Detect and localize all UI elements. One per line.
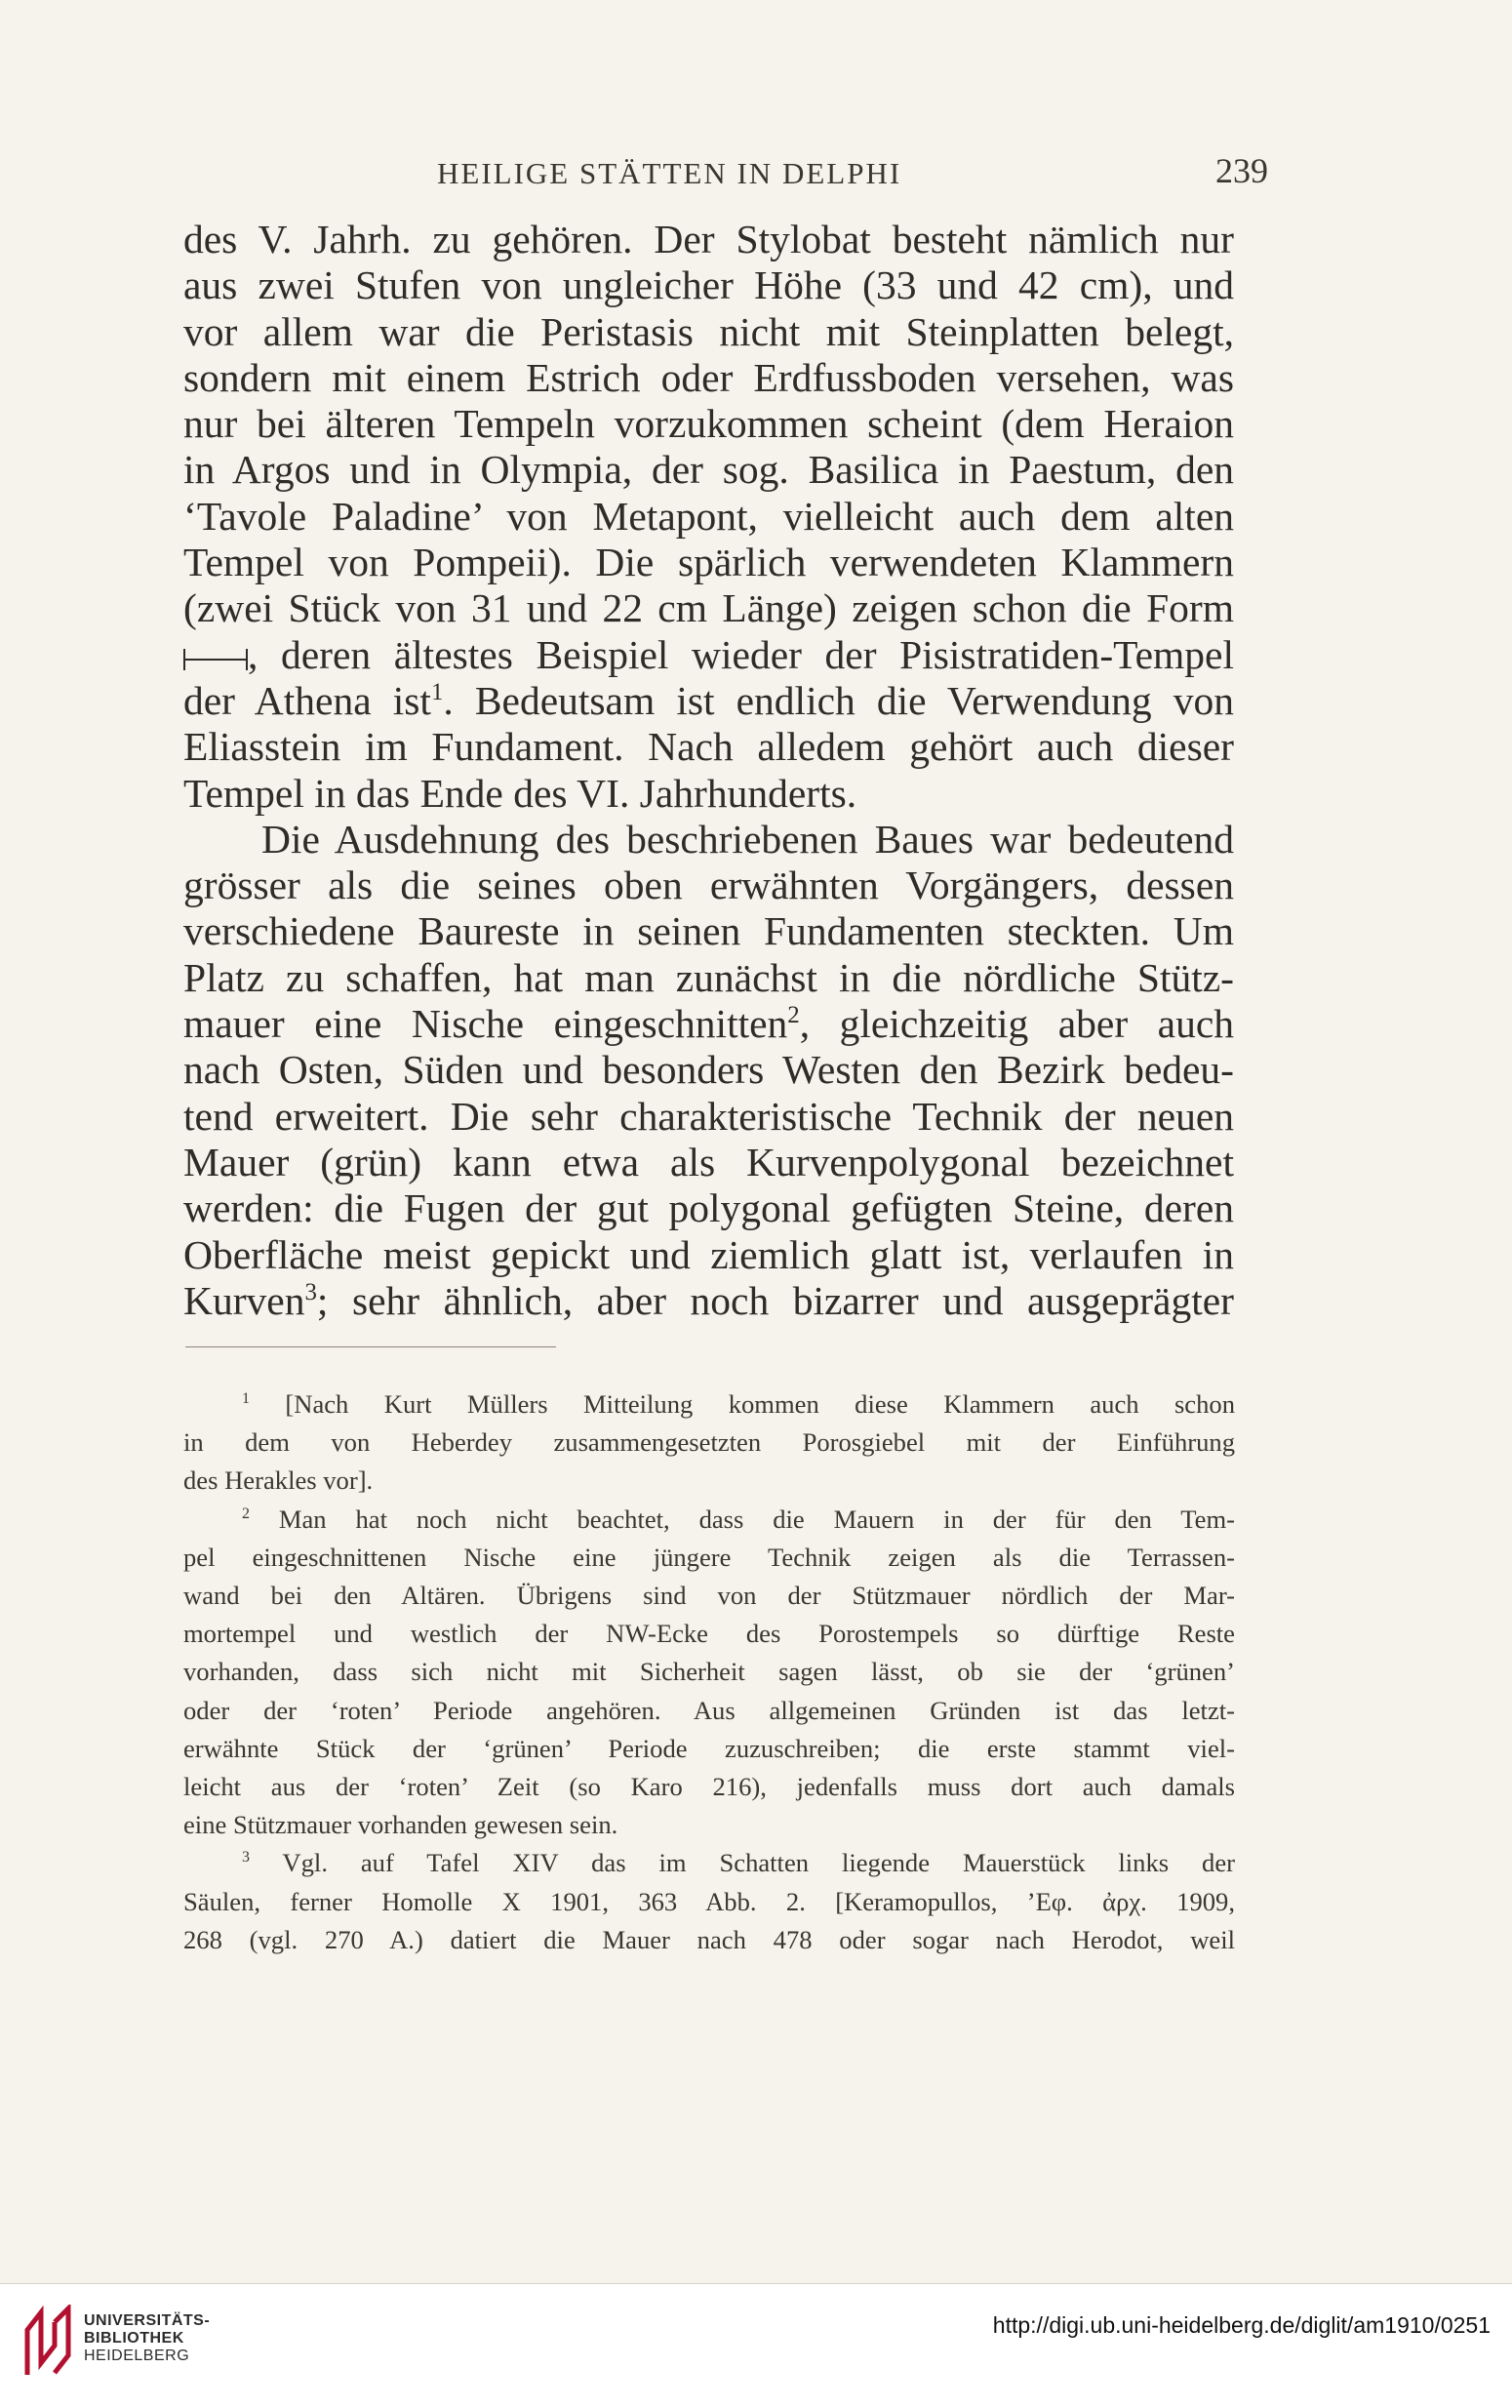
body-line-text: , deren ältestes Beispiel wieder der Pisistratiden-Tempel (248, 631, 1234, 677)
body-line: Eliasstein im Fundament. Nach alledem gehört auch dieser (183, 724, 1234, 770)
library-logo-text (84, 2312, 210, 2365)
body-line: in Argos und in Olympia, der sog. Basilica in Paestum, den (183, 447, 1234, 493)
body-line: verschiedene Baureste in seinen Fundamenten steckten. Um (183, 908, 1234, 954)
body-line-text: , gleichzeitig aber auch (799, 1001, 1234, 1047)
body-line: vor allem war die Peristasis nicht mit Steinplatten belegt, (183, 308, 1234, 354)
footnote-line: eine Stützmauer vorhanden gewesen sein. (183, 1810, 618, 1840)
body-line: Platz zu schaffen, hat man zunächst in die nördliche Stütz- (183, 954, 1234, 1000)
footnote-line: wand bei den Altären. Übrigens sind von der Stützmauer nördlich der Mar- (183, 1581, 1235, 1611)
body-line: Oberfläche meist gepickt und ziemlich glatt ist, verlaufen in (183, 1231, 1234, 1277)
body-line (183, 678, 1234, 724)
body-line: Mauer (grün) kann etwa als Kurvenpolygonal bezeichnet (183, 1139, 1234, 1184)
logo-line: BIBLIOTHEK (84, 2330, 184, 2347)
footnote-mark: 1 (242, 1390, 250, 1408)
footnote-mark: 2 (242, 1505, 250, 1522)
footnote-text: [Nach Kurt Müllers Mitteilung kommen diese Klammern auch schon (285, 1389, 1235, 1419)
body-text (183, 217, 1234, 1324)
footnote-line: in dem von Heberdey zusammengesetzten Porosgiebel mit der Einführung (183, 1427, 1235, 1458)
body-line: aus zwei Stufen von ungleicher Höhe (33 und 42 cm), und (183, 262, 1234, 308)
footnote-ref[interactable]: 1 (430, 679, 444, 706)
library-logo-icon (20, 2305, 78, 2383)
body-line: grösser als die seines oben erwähnten Vorgängers, dessen (183, 863, 1234, 908)
body-line: ‘Tavole Paladine’ von Metapont, vielleicht auch dem alten (183, 493, 1234, 539)
body-line-text: ; sehr ähnlich, aber noch bizarrer und ausgeprägter (316, 1277, 1234, 1323)
body-line: nach Osten, Süden und besonders Westen den Bezirk bedeu- (183, 1047, 1234, 1093)
body-line-text: . Bedeutsam ist endlich die Verwendung von (443, 677, 1235, 723)
footnote-text: Man hat noch nicht beachtet, dass die Mauern in der für den Tem- (278, 1504, 1235, 1534)
footnote-ref[interactable]: 2 (787, 1002, 800, 1029)
source-url-link[interactable]: http://digi.ub.uni-heidelberg.de/diglit/am1910/0251 (992, 2312, 1491, 2338)
body-line: sondern mit einem Estrich oder Erdfussboden versehen, was (183, 354, 1234, 400)
body-line-text: Kurven (183, 1277, 305, 1323)
footnote-line: mortempel und westlich der NW-Ecke des Porostempels so dürftige Reste (183, 1619, 1235, 1649)
body-line: nur bei älteren Tempeln vorzukommen scheint (dem Heraion (183, 401, 1234, 447)
body-line: (zwei Stück von 31 und 22 cm Länge) zeigen schon die Form (183, 585, 1234, 631)
footnote-line (183, 1844, 1235, 1882)
footnote-line (183, 1501, 1235, 1539)
footnote-line: leicht aus der ‘roten’ Zeit (so Karo 216), jedenfalls muss dort auch damals (183, 1772, 1235, 1802)
body-line: Tempel von Pompeii). Die spärlich verwendeten Klammern (183, 540, 1234, 585)
footnote-line: des Herakles vor]. (183, 1465, 374, 1496)
footnote-text: Vgl. auf Tafel XIV das im Schatten liegende Mauerstück links der (282, 1848, 1235, 1878)
body-line-text: der Athena ist (183, 677, 431, 723)
footnote-line: erwähnte Stück der ‘grünen’ Periode zuzuschreiben; die erste stammt viel- (183, 1733, 1235, 1763)
body-line (183, 632, 1234, 678)
logo-line: UNIVERSITÄTS- (84, 2312, 211, 2329)
footnote-line: vorhanden, dass sich nicht mit Sicherheit sagen lässt, ob sie der ‘grünen’ (183, 1657, 1235, 1687)
running-title: HEILIGE STÄTTEN IN DELPHI (437, 156, 902, 190)
footnote-line: 268 (vgl. 270 A.) datiert die Mauer nach 478 oder sogar nach Herodot, weil (183, 1924, 1235, 1954)
page-number: 239 (1215, 151, 1268, 190)
body-line (183, 1278, 1234, 1324)
running-head (183, 146, 1268, 205)
viewer-footer (0, 2283, 1512, 2408)
body-line: werden: die Fugen der gut polygonal gefügten Steine, deren (183, 1185, 1234, 1231)
footnote-mark: 3 (242, 1849, 250, 1866)
body-line: des V. Jahrh. zu gehören. Der Stylobat besteht nämlich nur (183, 217, 1234, 261)
body-line: Die Ausdehnung des beschriebenen Baues war bedeutend (261, 816, 1234, 862)
footnotes (183, 1385, 1235, 1959)
body-line: Tempel in das Ende des VI. Jahrhunderts. (183, 770, 857, 816)
body-line: tend erweitert. Die sehr charakteristische Technik der neuen (183, 1093, 1234, 1139)
footnote-ref[interactable]: 3 (304, 1279, 317, 1305)
body-line (183, 1001, 1234, 1047)
footnote-line: oder der ‘roten’ Periode angehören. Aus allgemeinen Gründen ist das letzt- (183, 1695, 1235, 1725)
logo-line: HEIDELBERG (84, 2348, 190, 2364)
clamp-form-glyph (183, 649, 248, 670)
footnote-divider (185, 1346, 556, 1347)
footnote-line: pel eingeschnittenen Nische eine jüngere Technik zeigen als die Terrassen- (183, 1542, 1235, 1572)
footnote-line: Säulen, ferner Homolle X 1901, 363 Abb. 2. [Keramopullos, ’Εφ. ἀρχ. 1909, (183, 1886, 1235, 1916)
footnote-line (183, 1385, 1235, 1424)
body-line-text: mauer eine Nische eingeschnitten (183, 1001, 788, 1047)
